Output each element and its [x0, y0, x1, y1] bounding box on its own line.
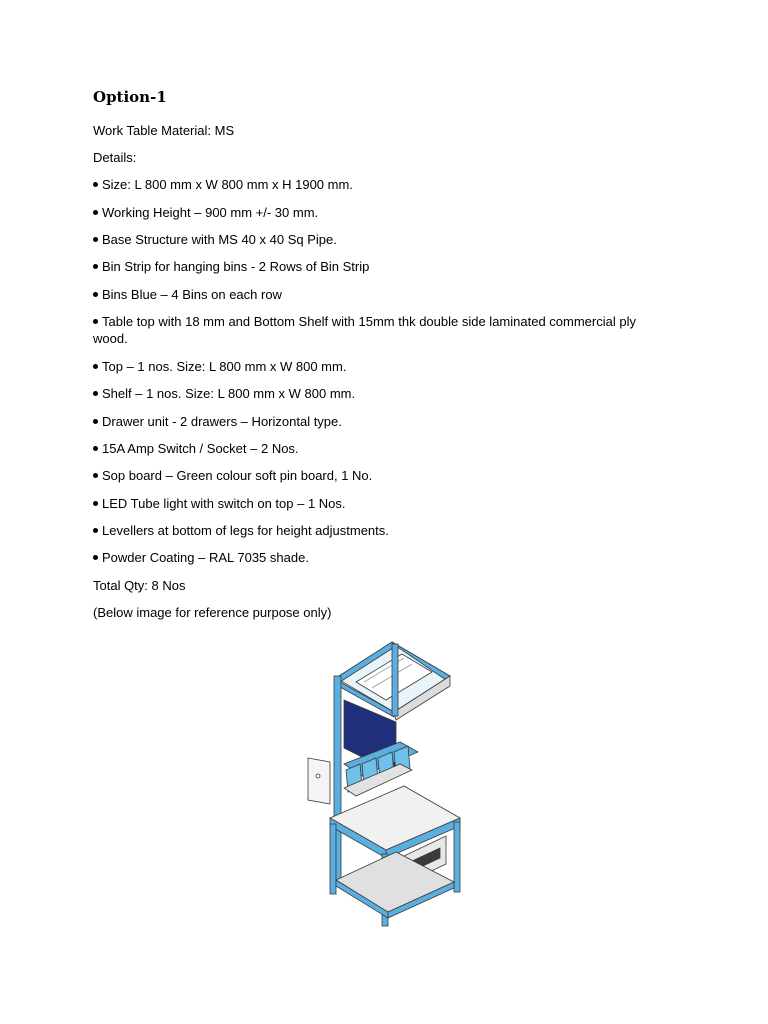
bullet-item-top: Top – 1 nos. Size: L 800 mm x W 800 mm. [93, 358, 673, 375]
option-heading: Option-1 [93, 88, 167, 106]
upright-back [392, 644, 398, 716]
bullet-item-bins: Bins Blue – 4 Bins on each row [93, 286, 673, 303]
bullet-icon [93, 364, 98, 369]
bullet-item-base-structure: Base Structure with MS 40 x 40 Sq Pipe. [93, 231, 673, 248]
reference-note: (Below image for reference purpose only) [93, 605, 332, 620]
material-line: Work Table Material: MS [93, 123, 235, 138]
bullet-icon [93, 237, 98, 242]
bullet-icon [93, 501, 98, 506]
bullet-icon [93, 391, 98, 396]
bullet-item-table-top: Table top with 18 mm and Bottom Shelf with 15mm thk double side laminated commercial ply wood. [93, 314, 636, 346]
bullet-icon [93, 528, 98, 533]
bullet-icon [93, 446, 98, 451]
bullet-item-drawer: Drawer unit - 2 drawers – Horizontal type. [93, 413, 673, 430]
details-label: Details: [93, 150, 137, 165]
bullet-icon [93, 264, 98, 269]
bullet-item-shelf: Shelf – 1 nos. Size: L 800 mm x W 800 mm. [93, 385, 673, 402]
switch-panel [308, 758, 330, 804]
bullet-icon [93, 182, 98, 187]
bullet-item-size: Size: L 800 mm x W 800 mm x H 1900 mm. [93, 176, 673, 193]
bullet-icon [93, 210, 98, 215]
bullet-item-working-height: Working Height – 900 mm +/- 30 mm. [93, 204, 673, 221]
leg-back-right [454, 822, 460, 892]
bullet-icon [93, 419, 98, 424]
bullet-icon [93, 319, 98, 324]
bullet-icon [93, 555, 98, 560]
bullet-item-levellers: Levellers at bottom of legs for height adjustments. [93, 522, 673, 539]
bullet-icon [93, 473, 98, 478]
bullet-icon [93, 292, 98, 297]
socket-icon [316, 774, 320, 778]
leg-front-left [330, 824, 336, 894]
bullet-item-switch: 15A Amp Switch / Socket – 2 Nos. [93, 440, 673, 457]
bullet-item-powder-coating: Powder Coating – RAL 7035 shade. [93, 549, 673, 566]
bullet-item-led: LED Tube light with switch on top – 1 Nos. [93, 495, 673, 512]
bullet-item-bin-strip: Bin Strip for hanging bins - 2 Rows of Bin Strip [93, 258, 673, 275]
workstation-illustration [300, 636, 470, 930]
total-qty: Total Qty: 8 Nos [93, 578, 186, 593]
bullet-item-sop-board: Sop board – Green colour soft pin board, 1 No. [93, 467, 673, 484]
